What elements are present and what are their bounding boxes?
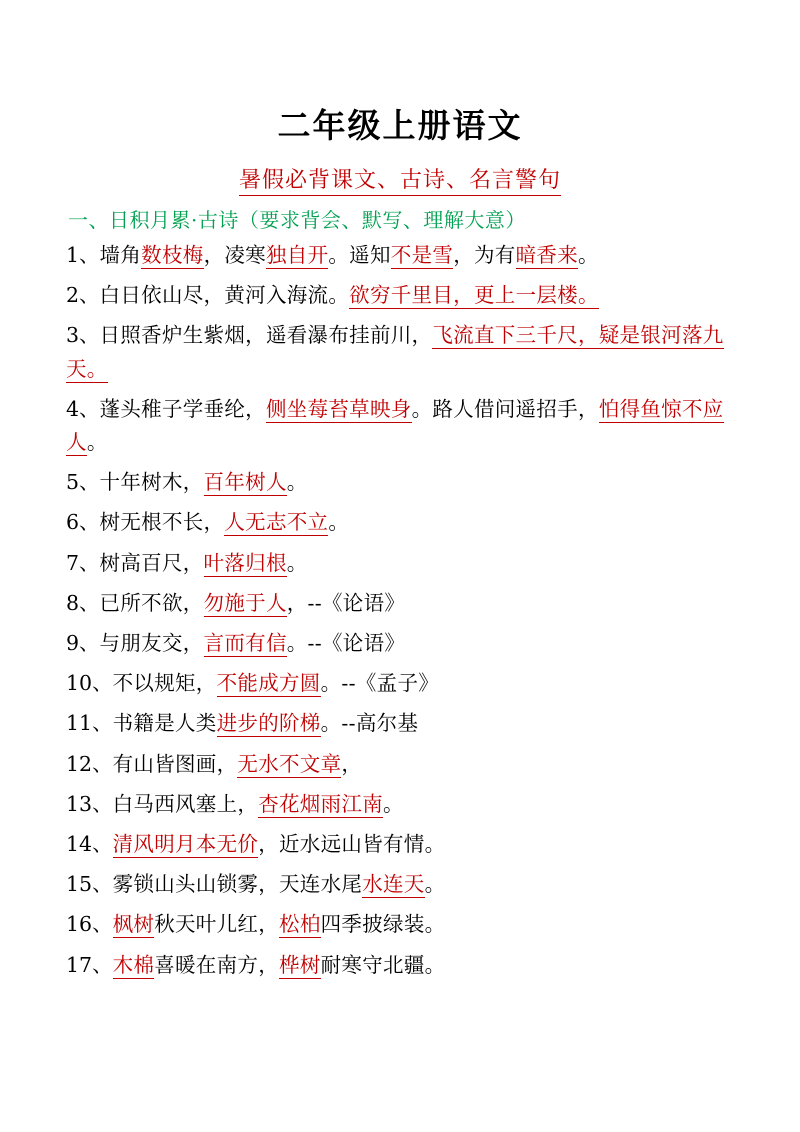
list-item (66, 828, 738, 861)
plain-phrase: 。 (578, 243, 599, 267)
list-item (66, 506, 738, 539)
list-item-number: 10、 (66, 671, 113, 696)
list-item-number: 14、 (66, 832, 113, 857)
list-item (66, 466, 738, 499)
plain-phrase: 墙角 (99, 243, 142, 267)
plain-phrase: 不以规矩， (112, 671, 217, 696)
list-item (66, 707, 738, 740)
list-item-number: 3、 (66, 323, 100, 348)
list-item-number: 11、 (66, 711, 113, 736)
plain-phrase: 。 (286, 470, 308, 495)
plain-phrase: 喜暖在南方， (154, 952, 280, 977)
plain-phrase: 有山皆图画， (112, 751, 238, 776)
plain-phrase: ，近水远山皆有情。 (258, 832, 446, 857)
plain-phrase: 树无根不长， (99, 510, 225, 535)
plain-phrase: 已所不欲， (99, 590, 204, 615)
list-item-number: 17、 (66, 952, 113, 977)
plain-phrase: 。 (86, 430, 108, 455)
list-item-number: 15、 (66, 872, 113, 897)
highlighted-phrase: 独自开 (265, 243, 329, 267)
plain-phrase: ， (341, 751, 363, 776)
highlighted-phrase: 桦树 (279, 952, 321, 977)
list-item-number: 1、 (66, 243, 100, 267)
section-heading: 一、日积月累·古诗（要求背会、默写、理解大意） (68, 208, 526, 232)
page-title: 二年级上册语文 (277, 106, 523, 145)
highlighted-phrase: 侧坐莓苔草映身 (265, 396, 412, 421)
highlighted-phrase: 无水不文章 (237, 751, 342, 776)
plain-phrase: 白日依山尽，黄河入海流。 (99, 283, 350, 308)
list-item (66, 667, 738, 700)
highlighted-phrase: 不能成方圆 (216, 671, 321, 696)
list-item (66, 908, 738, 941)
list-item-number: 6、 (66, 510, 100, 535)
list-item-number: 2、 (66, 283, 100, 308)
highlighted-phrase: 松柏 (279, 912, 321, 937)
highlighted-phrase: 数枝梅 (141, 243, 204, 267)
highlighted-phrase: 飞流直下三千尺，疑是银河落九天。 (66, 323, 724, 381)
plain-phrase: 书籍是人类 (112, 711, 217, 736)
plain-phrase: 。遥知 (328, 243, 391, 267)
highlighted-phrase: 清风明月本无价 (112, 832, 259, 857)
plain-phrase: 耐寒守北疆。 (320, 952, 446, 977)
highlighted-phrase: 百年树人 (203, 470, 287, 495)
plain-phrase: 白马西风塞上， (112, 791, 259, 816)
list-item (66, 949, 738, 982)
plain-phrase: 雾锁山头山锁雾，天连水尾 (112, 872, 363, 897)
highlighted-phrase: 怕得鱼惊不应人 (66, 396, 724, 455)
plain-phrase: 树高百尺， (99, 550, 204, 575)
document-subtitle (62, 163, 738, 194)
list-item (66, 788, 738, 821)
highlighted-phrase: 枫树 (112, 912, 155, 937)
highlighted-phrase: 言而有信 (203, 631, 287, 656)
highlighted-phrase: 欲穷千里目，更上一层楼。 (349, 283, 599, 308)
list-item (66, 627, 738, 660)
content-list (62, 239, 738, 982)
plain-phrase: 。 (328, 510, 350, 535)
list-item (66, 868, 738, 901)
plain-phrase: 与朋友交， (99, 631, 204, 656)
highlighted-phrase: 进步的阶梯 (216, 711, 321, 736)
document-subtitle-text: 暑假必背课文、古诗、名言警句 (239, 168, 561, 196)
list-item-number: 8、 (66, 590, 100, 615)
list-item (66, 279, 738, 312)
highlighted-phrase: 叶落归根 (203, 550, 287, 575)
list-item (66, 748, 738, 781)
plain-phrase: 日照香炉生紫烟，遥看瀑布挂前川， (99, 323, 433, 348)
highlighted-phrase: 杏花烟雨江南 (258, 791, 384, 816)
plain-phrase: ，为有 (453, 243, 516, 267)
plain-phrase: 。--高尔基 (320, 711, 419, 736)
plain-phrase: 。路人借问遥招手， (411, 396, 599, 421)
highlighted-phrase: 勿施于人 (203, 590, 287, 615)
plain-phrase: 。--《孟子》 (320, 671, 440, 696)
list-item (66, 239, 738, 272)
highlighted-phrase: 人无志不立 (224, 510, 329, 535)
plain-phrase: 。--《论语》 (286, 631, 406, 656)
plain-phrase: 秋天叶儿红， (154, 912, 280, 937)
plain-phrase: 。 (424, 872, 446, 897)
highlighted-phrase: 不是雪 (390, 243, 454, 267)
list-item-number: 4、 (66, 396, 100, 421)
plain-phrase: 四季披绿装。 (320, 912, 446, 937)
plain-phrase: 十年树木， (99, 470, 204, 495)
list-item-number: 16、 (66, 912, 113, 937)
plain-phrase: ，凌寒 (203, 243, 266, 267)
plain-phrase: 蓬头稚子学垂纶， (99, 396, 266, 421)
list-item-number: 12、 (66, 751, 113, 776)
list-item-number: 5、 (66, 470, 100, 495)
list-item (66, 587, 738, 620)
highlighted-phrase: 水连天 (362, 872, 425, 897)
list-item-number: 7、 (66, 550, 100, 575)
list-item-number: 9、 (66, 631, 100, 656)
list-item (66, 319, 738, 385)
list-item (66, 547, 738, 580)
list-item (66, 393, 738, 459)
plain-phrase: 。 (383, 791, 404, 816)
highlighted-phrase: 暗香来 (515, 243, 578, 267)
highlighted-phrase: 木棉 (112, 952, 155, 977)
plain-phrase: 。 (286, 550, 308, 575)
list-item-number: 13、 (66, 791, 113, 816)
plain-phrase: ，--《论语》 (286, 590, 406, 615)
